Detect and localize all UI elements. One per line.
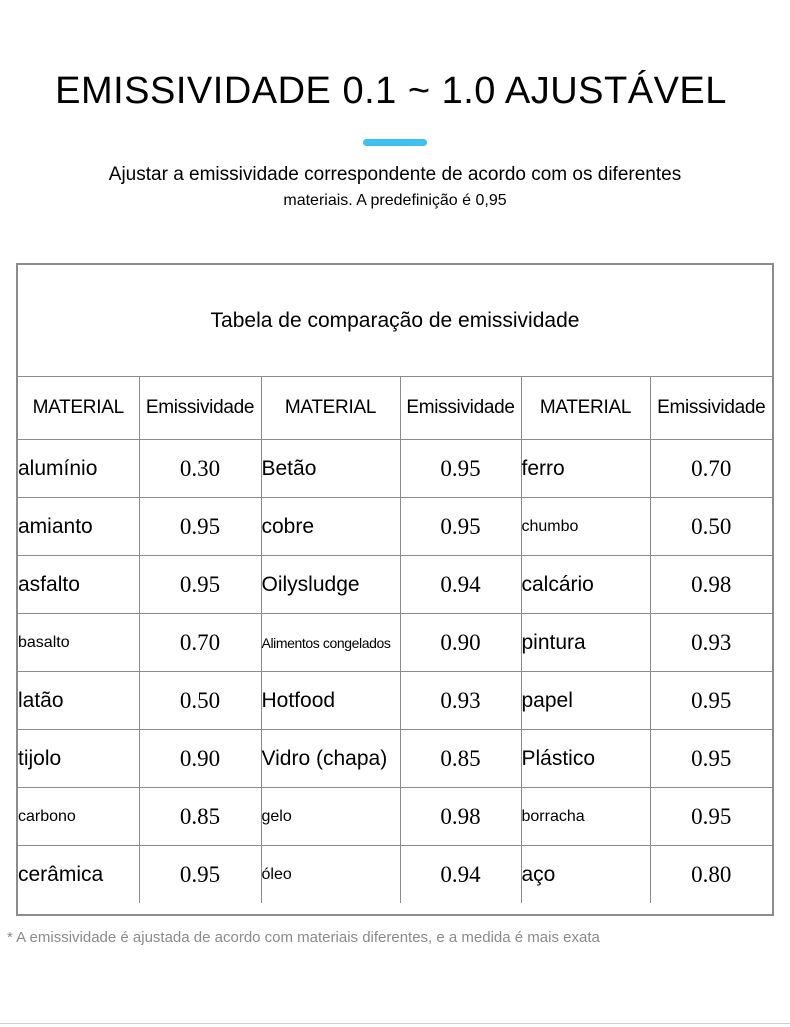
subtitle-line-2: materiais. A predefinição é 0,95 xyxy=(283,192,507,209)
emissivity-value-cell: 0.70 xyxy=(650,440,772,498)
material-cell: borracha xyxy=(521,788,650,846)
material-cell: Alimentos congelados xyxy=(261,614,400,672)
emissivity-value-cell: 0.80 xyxy=(650,846,772,904)
material-cell: papel xyxy=(521,672,650,730)
material-cell: cerâmica xyxy=(18,846,139,904)
title-accent-bar xyxy=(363,139,427,146)
material-cell: tijolo xyxy=(18,730,139,788)
emissivity-value-cell: 0.85 xyxy=(400,730,521,788)
material-cell: aço xyxy=(521,846,650,904)
material-cell: óleo xyxy=(261,846,400,904)
emissivity-value-cell: 0.95 xyxy=(139,498,261,556)
column-header-material: MATERIAL xyxy=(261,377,400,440)
emissivity-value-cell: 0.95 xyxy=(650,672,772,730)
emissivity-value-cell: 0.95 xyxy=(139,556,261,614)
emissivity-value-cell: 0.90 xyxy=(400,614,521,672)
column-header-emissivity: Emissividade xyxy=(400,377,521,440)
table-row xyxy=(18,788,772,846)
material-cell: pintura xyxy=(521,614,650,672)
column-header-emissivity: Emissividade xyxy=(139,377,261,440)
page-title: EMISSIVIDADE 0.1 ~ 1.0 AJUSTÁVEL xyxy=(55,70,727,112)
emissivity-value-cell: 0.95 xyxy=(400,440,521,498)
bottom-divider xyxy=(0,1023,790,1024)
table-row xyxy=(18,846,772,904)
material-cell: calcário xyxy=(521,556,650,614)
material-cell: gelo xyxy=(261,788,400,846)
emissivity-value-cell: 0.93 xyxy=(400,672,521,730)
emissivity-value-cell: 0.95 xyxy=(650,788,772,846)
column-header-material: MATERIAL xyxy=(18,377,139,440)
column-header-emissivity: Emissividade xyxy=(650,377,772,440)
emissivity-value-cell: 0.95 xyxy=(139,846,261,904)
material-cell: Hotfood xyxy=(261,672,400,730)
table-row xyxy=(18,614,772,672)
footnote: * A emissividade é ajustada de acordo com materiais diferentes, e a medida é mais exata xyxy=(7,929,600,946)
material-cell: latão xyxy=(18,672,139,730)
table-row xyxy=(18,498,772,556)
emissivity-value-cell: 0.93 xyxy=(650,614,772,672)
emissivity-value-cell: 0.70 xyxy=(139,614,261,672)
material-cell: chumbo xyxy=(521,498,650,556)
emissivity-value-cell: 0.98 xyxy=(400,788,521,846)
table-row xyxy=(18,730,772,788)
material-cell: carbono xyxy=(18,788,139,846)
subtitle-line-1: Ajustar a emissividade correspondente de acordo com os diferentes xyxy=(108,164,682,185)
emissivity-value-cell: 0.94 xyxy=(400,846,521,904)
material-cell: ferro xyxy=(521,440,650,498)
emissivity-grid xyxy=(18,377,772,903)
material-cell: Vidro (chapa) xyxy=(261,730,400,788)
material-cell: amianto xyxy=(18,498,139,556)
emissivity-value-cell: 0.50 xyxy=(139,672,261,730)
material-cell: Betão xyxy=(261,440,400,498)
material-cell: Oilysludge xyxy=(261,556,400,614)
table-row xyxy=(18,440,772,498)
emissivity-value-cell: 0.85 xyxy=(139,788,261,846)
column-header-material: MATERIAL xyxy=(521,377,650,440)
emissivity-value-cell: 0.30 xyxy=(139,440,261,498)
emissivity-value-cell: 0.95 xyxy=(650,730,772,788)
emissivity-value-cell: 0.98 xyxy=(650,556,772,614)
material-cell: asfalto xyxy=(18,556,139,614)
material-cell: cobre xyxy=(261,498,400,556)
table-caption: Tabela de comparação de emissividade xyxy=(18,265,772,377)
emissivity-value-cell: 0.90 xyxy=(139,730,261,788)
material-cell: basalto xyxy=(18,614,139,672)
table-row xyxy=(18,672,772,730)
material-cell: Plástico xyxy=(521,730,650,788)
material-cell: alumínio xyxy=(18,440,139,498)
emissivity-value-cell: 0.94 xyxy=(400,556,521,614)
emissivity-value-cell: 0.95 xyxy=(400,498,521,556)
emissivity-table xyxy=(16,263,774,916)
emissivity-value-cell: 0.50 xyxy=(650,498,772,556)
table-row xyxy=(18,556,772,614)
header-row xyxy=(18,377,772,440)
